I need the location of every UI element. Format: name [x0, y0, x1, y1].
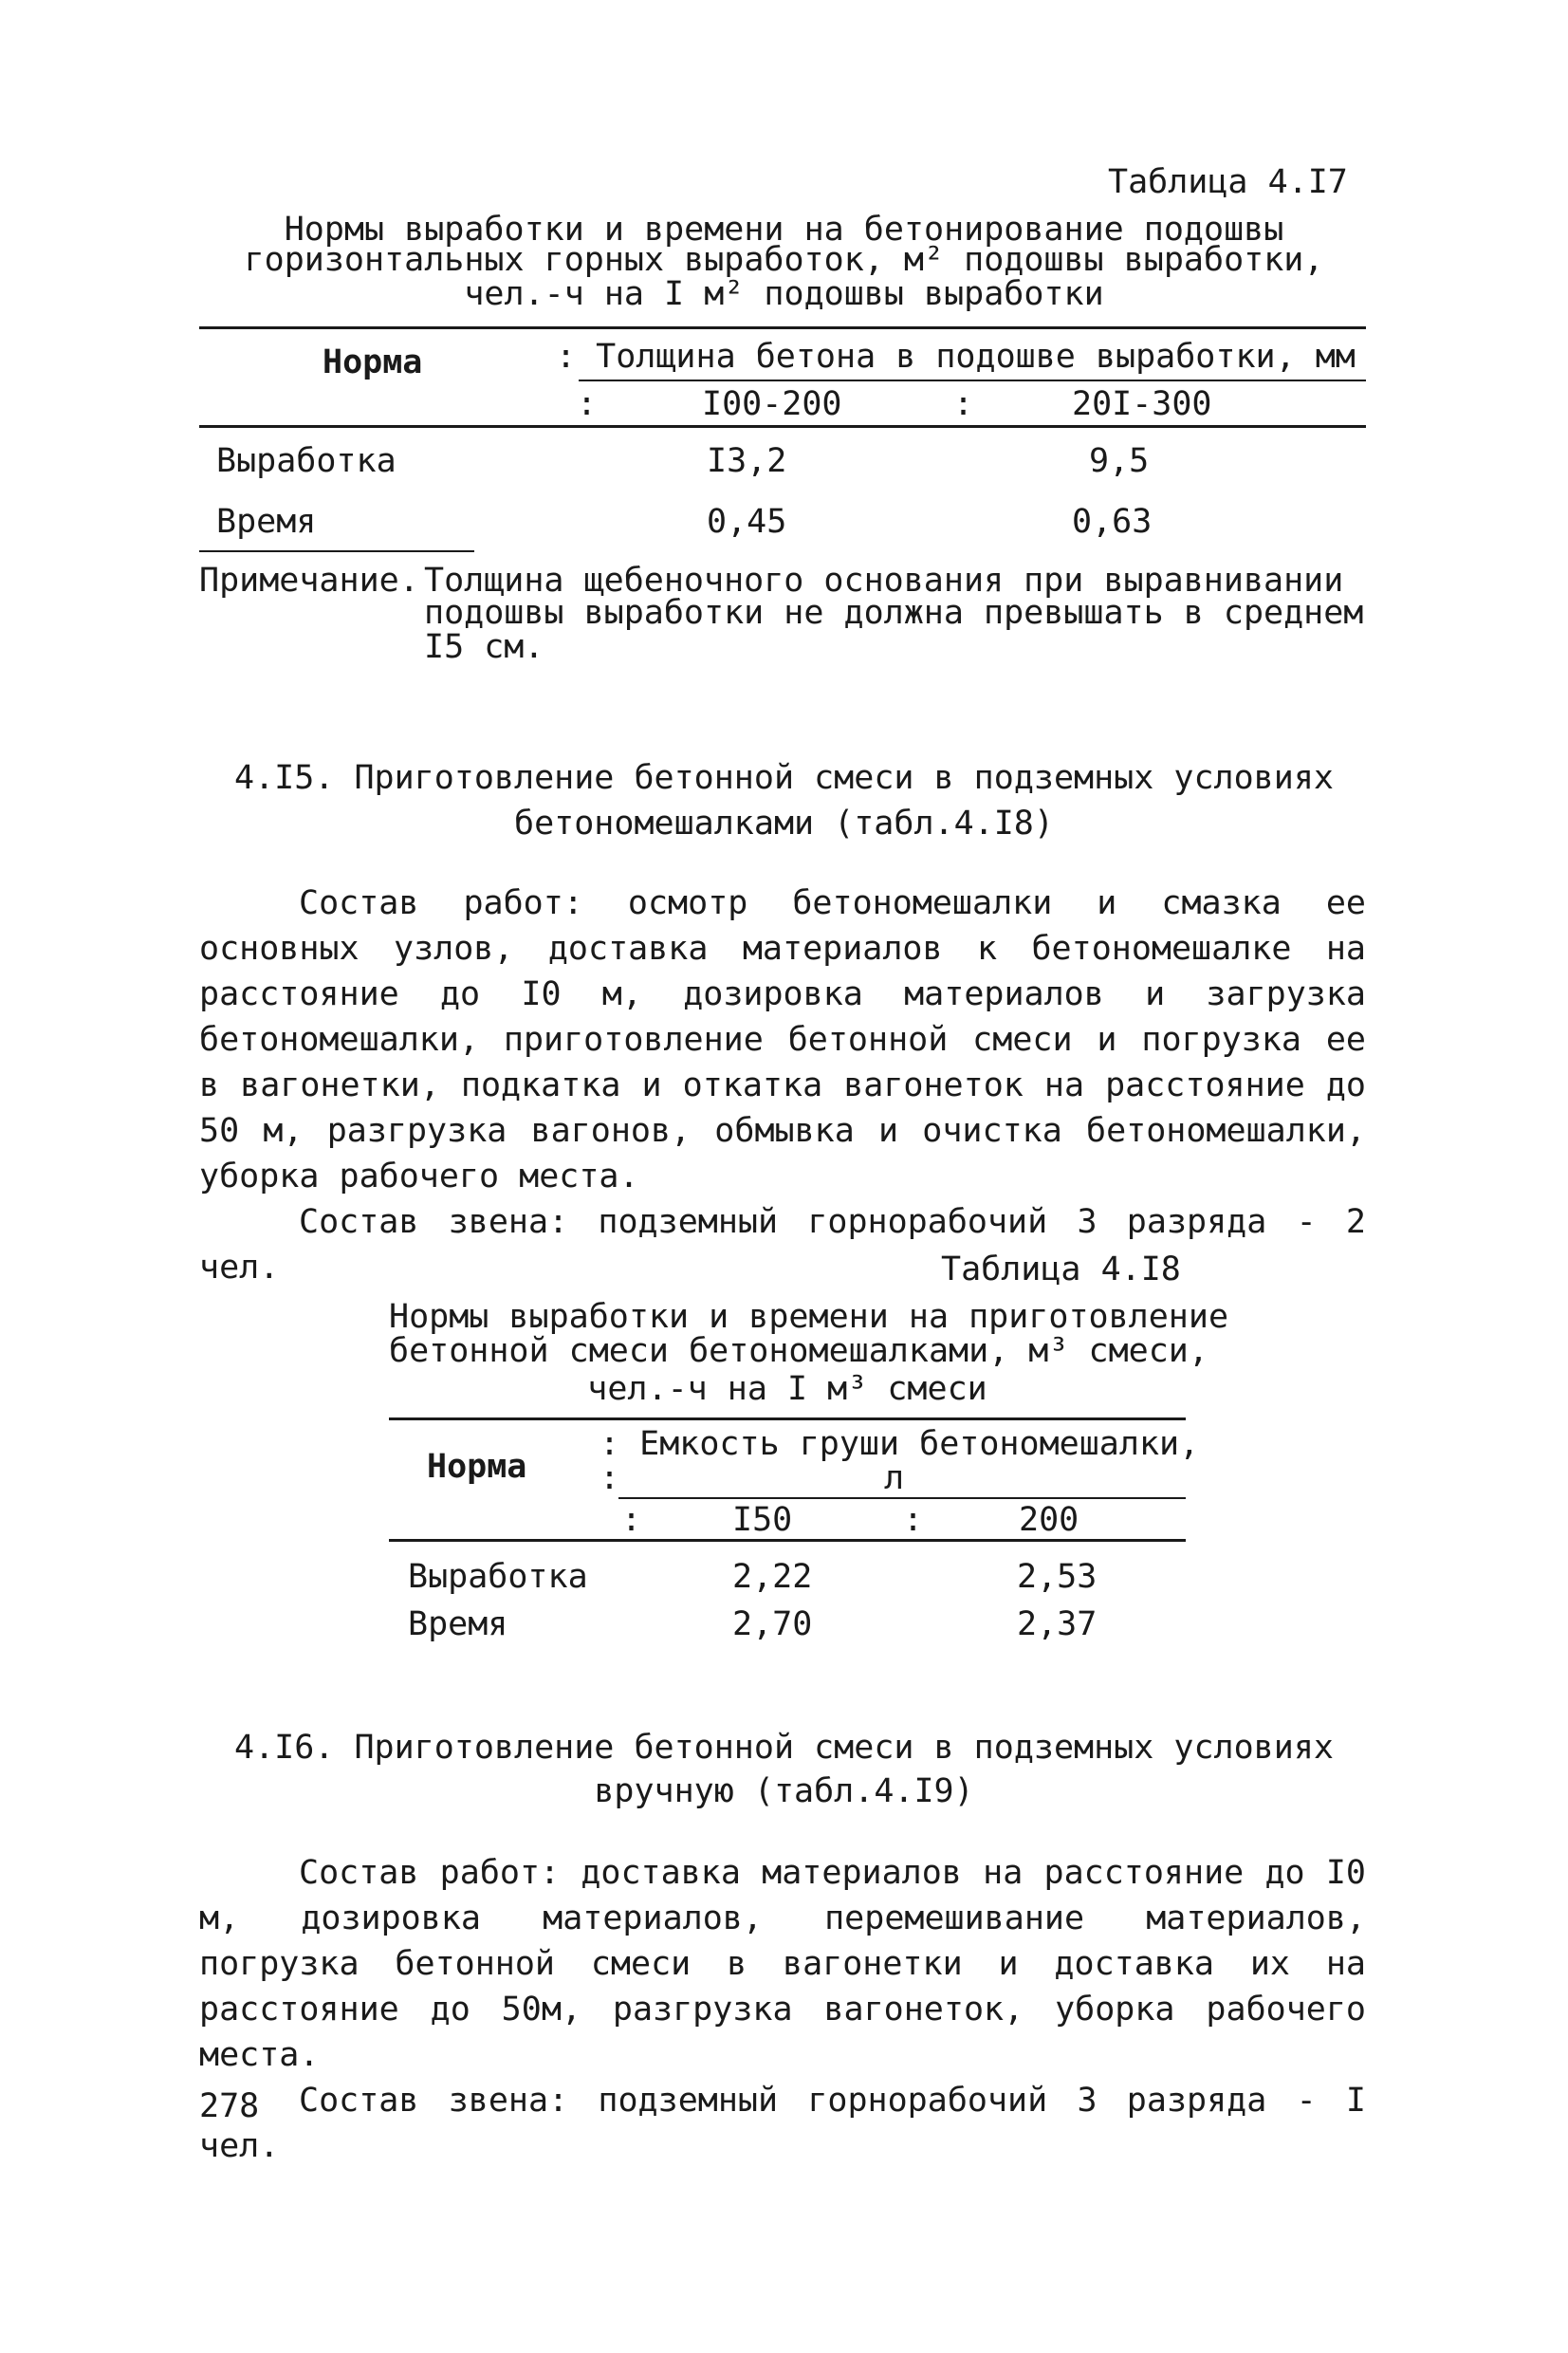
table-18-sep-header: :: [600, 1459, 620, 1497]
table-18-row-2-name: Время: [408, 1605, 508, 1643]
table-18-row-2-v1: 2,70: [732, 1605, 813, 1643]
section-16-crew: Состав звена: подземный горнорабочий 3 разряда - I чел.: [199, 2082, 1366, 2165]
table-17-row-1-v2: 9,5: [1089, 442, 1150, 480]
table-17-note-line-3: I5 см.: [424, 628, 544, 666]
table-17-col-norm: Норма: [323, 343, 423, 381]
table-17-row-1-v1: I3,2: [707, 442, 787, 480]
table-18-col-norm: Норма: [427, 1448, 527, 1486]
table-17-row-2-v2: 0,63: [1072, 503, 1153, 541]
table-17-bottom-rule: [199, 550, 474, 552]
section-16-title-line-1: 4.I6. Приготовление бетонной смеси в подземных условиях: [234, 1729, 1334, 1767]
table-17-sub-1: I00-200: [702, 385, 842, 423]
table-17-row-1-name: Выработка: [216, 442, 397, 480]
table-18-label: Таблица 4.I8: [941, 1251, 1181, 1288]
section-16-work: Состав работ: доставка материалов на расстояние до I0 м, дозировка материалов, перемешивание материалов, погрузка бетонной смеси в вагонетки и доставка их на расстояние до 50м, разгрузка вагонеток, уборка рабочего места.: [199, 1854, 1366, 2074]
table-18-sep-2: :: [903, 1501, 924, 1539]
table-17-label: Таблица 4.I7: [1108, 163, 1348, 201]
section-16-title-line-2: вручную (табл.4.I9): [594, 1772, 974, 1810]
table-18-header-group-line-2: л: [884, 1459, 905, 1497]
table-18-header-group-line-1: : Емкость груши бетономешалки,: [600, 1425, 1200, 1463]
section-15-crew: Состав звена: подземный горнорабочий 3 разряда - 2 чел.: [199, 1203, 1366, 1287]
table-17-row-2-v1: 0,45: [707, 503, 787, 541]
table-18-sep-1: :: [621, 1501, 642, 1539]
table-18-row-2-v2: 2,37: [1017, 1605, 1098, 1643]
table-18-header-rule: [618, 1497, 1186, 1499]
page-number: 278: [199, 2087, 260, 2125]
table-17-caption-line-3: чел.-ч на I м² подошвы выработки: [464, 275, 1104, 313]
section-15-title-line-2: бетономешалками (табл.4.I8): [514, 805, 1054, 843]
table-18-caption-line-3: чел.-ч на I м³ смеси: [587, 1370, 987, 1408]
table-18-row-1-name: Выработка: [408, 1558, 588, 1596]
table-18-row-1-v1: 2,22: [732, 1558, 813, 1596]
table-18-sub-2: 200: [1019, 1501, 1079, 1539]
table-18-caption-line-2: бетонной смеси бетономешалками, м³ смеси,: [389, 1332, 1208, 1370]
table-18-top-rule: [389, 1417, 1186, 1420]
table-17-head-bottom-rule: [199, 425, 1366, 428]
table-17-caption-line-1: Нормы выработки и времени на бетонирование подошвы: [284, 211, 1284, 249]
section-16-body: [199, 1850, 1366, 2169]
table-17-sep-2: :: [953, 385, 974, 423]
section-15-title-line-1: 4.I5. Приготовление бетонной смеси в подземных условиях: [234, 759, 1334, 797]
table-17-note-line-2: подошвы выработки не должна превышать в среднем: [424, 594, 1364, 632]
table-17-note-label: Примечание.: [199, 562, 419, 600]
section-15-body: [199, 880, 1366, 1290]
table-17-caption-line-2: горизонтальных горных выработок, м² подошвы выработки,: [244, 241, 1324, 279]
table-18-head-bottom-rule: [389, 1539, 1186, 1542]
table-17-top-rule: [199, 326, 1366, 329]
table-18-row-1-v2: 2,53: [1017, 1558, 1098, 1596]
table-17-sub-2: 20I-300: [1072, 385, 1212, 423]
table-18-caption-line-1: Нормы выработки и времени на приготовление: [389, 1298, 1229, 1336]
table-17-sep-1: :: [577, 385, 598, 423]
table-17-row-2-name: Время: [216, 503, 317, 541]
table-17-header-rule: [579, 380, 1366, 381]
table-17-note-line-1: Толщина щебеночного основания при выравнивании: [424, 562, 1344, 600]
section-15-work: Состав работ: осмотр бетономешалки и смазка ее основных узлов, доставка материалов к бетономешалке на расстояние до I0 м, дозировка материалов и загрузка бетономешалки, приготовление бетонной смеси и погрузка ее в вагонетки, подкатка и откатка вагонеток на расстояние до 50 м, разгрузка вагонов, обмывка и очистка бетономешалки, уборка рабочего места.: [199, 884, 1366, 1195]
table-17-header-group: : Толщина бетона в подошве выработки, мм: [556, 338, 1356, 376]
table-18-sub-1: I50: [732, 1501, 793, 1539]
